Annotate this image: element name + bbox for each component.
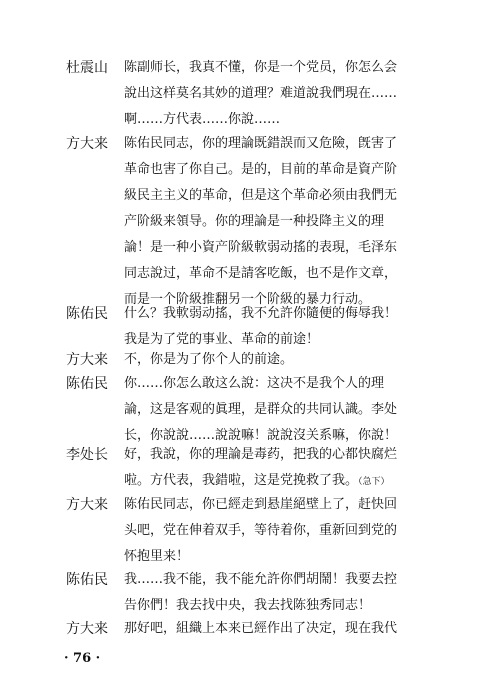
dialogue-text xyxy=(124,301,442,353)
dialogue-line: 告你們！我去找中央，我去找陈独秀同志！ xyxy=(124,598,372,613)
speaker-name: 陈佑民 xyxy=(66,572,108,588)
dialogue-line: 陈佑民同志，你的理論既錯誤而又危險，旣害了 xyxy=(124,136,398,151)
dialogue-line: 怀抱里来！ xyxy=(124,549,190,564)
speaker-name: 李处长 xyxy=(66,447,108,463)
speaker-name: 陈佑民 xyxy=(66,306,108,322)
dialogue-line: 好，我說，你的理論是毒药，把我的心都快腐烂 xyxy=(124,447,398,462)
dialogue-line: 陈佑民同志，你已經走到悬崖絕壁上了，赶快回 xyxy=(124,497,398,512)
dialogue-line: 論！是一种小資产阶級軟弱动搖的表現，毛泽东 xyxy=(124,240,398,255)
dialogue-line: 我是为了党的事业、革命的前途！ xyxy=(124,332,320,347)
dialogue-text xyxy=(124,492,442,570)
dialogue-text xyxy=(124,616,442,642)
page-number: · 76 · xyxy=(64,651,101,666)
dialogue-text xyxy=(124,371,442,449)
dialogue-text xyxy=(124,131,442,313)
speaker-name: 杜震山 xyxy=(66,60,108,76)
stage-direction: （急下） xyxy=(358,477,390,487)
speaker-name: 方大来 xyxy=(66,497,108,513)
dialogue-text xyxy=(124,567,442,619)
speaker-name: 陈佑民 xyxy=(66,376,108,392)
dialogue-line: 产阶級来領导。你的理論是一种投降主义的理 xyxy=(124,214,385,229)
speaker-name: 方大来 xyxy=(66,352,108,368)
dialogue-line: 革命也害了你自己。是的，目前的革命是資产阶 xyxy=(124,162,398,177)
dialogue-line: 同志說过，革命不是請客吃飯，也不是作文章， xyxy=(124,266,398,281)
dialogue-line xyxy=(124,468,442,494)
dialogue-line: 陈副师长，我真不懂，你是一个党员，你怎么会 xyxy=(124,60,398,75)
dialogue-text xyxy=(124,442,442,494)
dialogue-line-text: 啦。方代表，我錯啦，这是党挽救了我。 xyxy=(124,473,359,488)
dialogue-line: 而是一个阶級推翻另一个阶級的暴力行动。 xyxy=(124,292,372,307)
speaker-name: 方大来 xyxy=(66,621,108,637)
speaker-name: 方大来 xyxy=(66,136,108,152)
dialogue-line: 我……我不能，我不能允許你們胡鬧！我要去控 xyxy=(124,572,398,587)
dialogue-line: 什么？我軟弱动搖，我不允許你隨便的侮辱我！ xyxy=(124,306,398,321)
dialogue-line: 不，你是为了你个人的前途。 xyxy=(124,352,294,367)
dialogue-line: 論，这是客观的眞理，是群众的共同认識。李处 xyxy=(124,402,398,417)
dialogue-line: 你……你怎么敢这么說：这决不是我个人的理 xyxy=(124,376,385,391)
dialogue-text xyxy=(124,55,442,133)
dialogue-line: 說出这样莫名其妙的道理？难道說我們現在…… xyxy=(124,86,398,101)
dialogue-line: 长，你說說……說說嘛！說說沒关系嘛，你說！ xyxy=(124,428,398,443)
dialogue-line: 啊……方代表……你說…… xyxy=(124,112,281,127)
dialogue-text xyxy=(124,347,442,373)
dialogue-line: 那好吧，組織上本来已經作出了决定，现在我代 xyxy=(124,621,398,636)
dialogue-line: 級民主主义的革命，但是这个革命必须由我們无 xyxy=(124,188,398,203)
dialogue-line: 头吧，党在伸着双手，等待着你，重新回到党的 xyxy=(124,523,398,538)
